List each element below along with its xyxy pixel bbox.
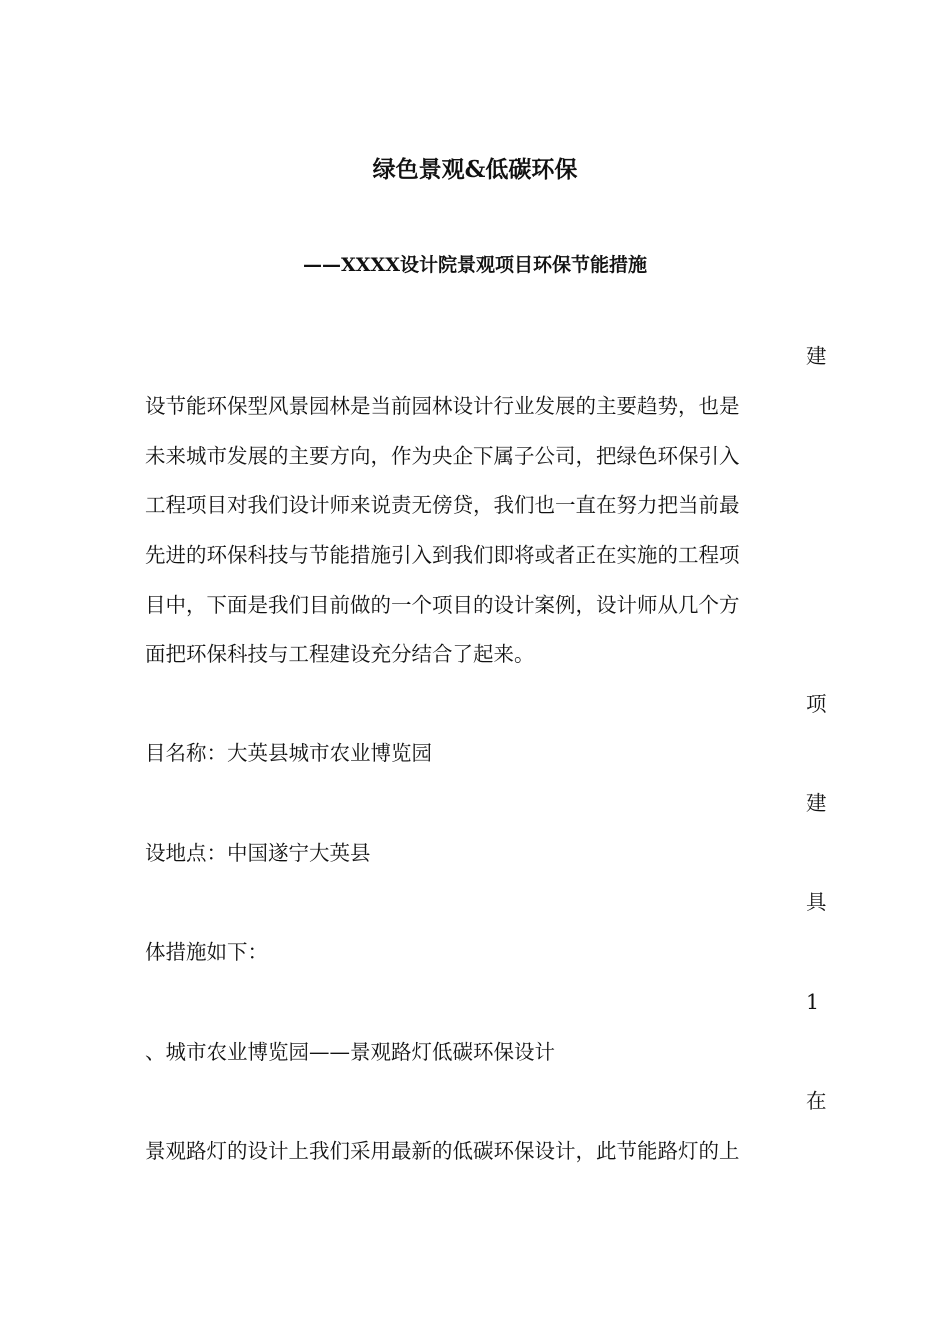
paragraph-4-lead-char: 具 xyxy=(806,890,827,914)
paragraph-3-lead-char: 建 xyxy=(806,791,827,815)
paragraph-6-lead-char: 在 xyxy=(806,1089,827,1113)
project-name-line: 目名称：大英县城市农业博览园 xyxy=(145,741,432,765)
paragraph-1-line-3: 工程项目对我们设计师来说责无傍贷，我们也一直在努力把当前最 xyxy=(145,493,740,517)
paragraph-6-line-1: 景观路灯的设计上我们采用最新的低碳环保设计，此节能路灯的上 xyxy=(145,1139,740,1163)
document-title: 绿色景观&低碳环保 xyxy=(372,156,578,183)
paragraph-1-lead-char: 建 xyxy=(806,344,827,368)
paragraph-2-lead-char: 项 xyxy=(806,692,827,716)
paragraph-1-line-1: 设节能环保型风景园林是当前园林设计行业发展的主要趋势，也是 xyxy=(145,394,740,418)
paragraph-1-line-4: 先进的环保科技与节能措施引入到我们即将或者正在实施的工程项 xyxy=(145,543,740,567)
paragraph-1-line-2: 未来城市发展的主要方向，作为央企下属子公司，把绿色环保引入 xyxy=(145,444,740,468)
paragraph-5-lead-char: 1 xyxy=(806,990,820,1014)
measures-intro-line: 体措施如下： xyxy=(145,940,268,964)
section-1-heading-line: 、城市农业博览园——景观路灯低碳环保设计 xyxy=(145,1040,555,1064)
paragraph-1-line-5: 目中，下面是我们目前做的一个项目的设计案例，设计师从几个方 xyxy=(145,593,740,617)
paragraph-1-line-6: 面把环保科技与工程建设充分结合了起来。 xyxy=(145,642,535,666)
project-location-line: 设地点：中国遂宁大英县 xyxy=(145,841,371,865)
document-subtitle: ——XXXX设计院景观项目环保节能措施 xyxy=(303,254,647,276)
